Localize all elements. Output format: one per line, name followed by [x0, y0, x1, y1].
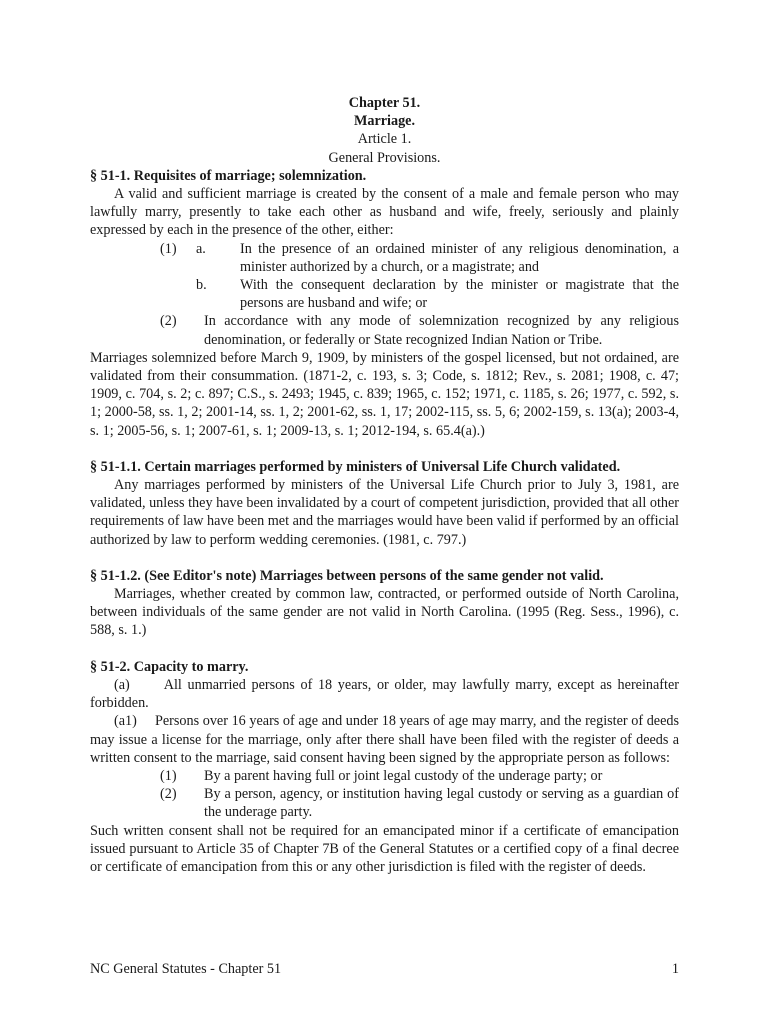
consent-item-2-text: By a person, agency, or institution having legal custody or serving as a guardian of the underage party.: [204, 786, 679, 821]
subsection-a1-text: Persons over 16 years of age and under 18 years of age may marry, and the register of deeds may issue a license for the marriage, only after there shall have been filed with the register of deeds a written consent to the marriage, said consent having been signed by the appropriate person as follows:: [90, 713, 679, 766]
consent-item-1: [90, 767, 679, 785]
section-51-1-closing: Marriages solemnized before March 9, 1909, by ministers of the gospel licensed, but not ordained, are validated from their consummation. (1871-2, c. 193, s. 3; Code, s. 1812; Rev., s. 2081; 1908, c. 47; 1909, c. 704, s. 2; c. 897; C.S., s. 2493; 1945, c. 839; 1965, c. 152; 1971, c. 1185, s. 26; 1977, c. 592, s. 1; 2000-58, ss. 1, 2; 2001-14, ss. 1, 2; 2001-62, ss. 1, 17; 2002-115, ss. 5, 6; 2002-159, s. 13(a); 2003-4, s. 1; 2005-56, s. 1; 2007-61, s. 1; 2009-13, s. 1; 2012-194, s. 65.4(a).): [90, 349, 679, 439]
page-footer: [90, 960, 679, 978]
subsection-a1-label: (a1): [114, 713, 137, 730]
section-51-1-1-heading: § 51-1.1. Certain marriages performed by ministers of Universal Life Church validated.: [90, 458, 621, 475]
item-1a-text: In the presence of an ordained minister of any religious denomination, a minister authorized by a church, or a magistrate; and: [240, 240, 679, 275]
item-1-number: (1): [160, 240, 177, 257]
section-51-1-heading: § 51-1. Requisites of marriage; solemnization.: [90, 167, 367, 184]
section-51-1-1-body: Any marriages performed by ministers of the Universal Life Church prior to July 3, 1981, are validated, unless they have been invalidated by a court of competent jurisdiction, provided that all other requirements of law have been met and the marriages would have been valid if performed by an official authorized by law to perform wedding ceremonies. (1981, c. 797.): [90, 477, 679, 548]
item-2-text: In accordance with any mode of solemnization recognized by any religious denomination, or federally or State recognized Indian Nation or Tribe.: [204, 313, 679, 348]
item-2: [90, 312, 679, 348]
section-51-1-intro: A valid and sufficient marriage is created by the consent of a male and female person who may lawfully marry, presently to take each other as husband and wife, freely, seriously and plainly expressed by each in the presence of the other, either:: [90, 186, 679, 239]
page-number: 1: [671, 961, 679, 977]
item-2-number: (2): [160, 313, 177, 330]
subsection-a-label: (a): [114, 676, 130, 693]
section-51-2-heading: § 51-2. Capacity to marry.: [90, 658, 249, 675]
chapter-number: Chapter 51.: [348, 95, 421, 111]
consent-item-1-number: (1): [160, 767, 177, 784]
item-1a: [90, 240, 679, 276]
section-51-2-closing: Such written consent shall not be required for an emancipated minor if a certificate of emancipation issued pursuant to Article 35 of Chapter 7B of the General Statutes or a certified copy of a final decree or certificate of emancipation from this or any other jurisdiction is filed with the register of deeds.: [90, 822, 679, 875]
section-51-1-2-heading: § 51-1.2. (See Editor's note) Marriages between persons of the same gender not valid.: [90, 567, 604, 584]
consent-item-1-text: By a parent having full or joint legal custody of the underage party; or: [204, 767, 603, 784]
article-number: Article 1.: [357, 131, 412, 148]
item-1b-letter: b.: [196, 277, 207, 294]
subsection-a1: [90, 712, 679, 767]
consent-item-2: [90, 785, 679, 821]
item-1b-text: With the consequent declaration by the minister or magistrate that the persons are husband and wife; or: [240, 277, 679, 312]
footer-title: NC General Statutes - Chapter 51: [90, 961, 282, 977]
article-title: General Provisions.: [328, 149, 441, 166]
item-1a-letter: a.: [196, 240, 206, 257]
subsection-a: [90, 676, 679, 712]
section-51-1-2-body: Marriages, whether created by common law, contracted, or performed outside of North Carolina, between individuals of the same gender are not valid in North Carolina. (1995 (Reg. Sess., 1996), c. 588, s. 1.): [90, 586, 679, 639]
item-1b: [90, 276, 679, 312]
consent-item-2-number: (2): [160, 786, 177, 803]
page-body: [90, 94, 679, 876]
chapter-title: Marriage.: [353, 113, 416, 130]
subsection-a-text: All unmarried persons of 18 years, or older, may lawfully marry, except as hereinafter forbidden.: [90, 676, 679, 712]
